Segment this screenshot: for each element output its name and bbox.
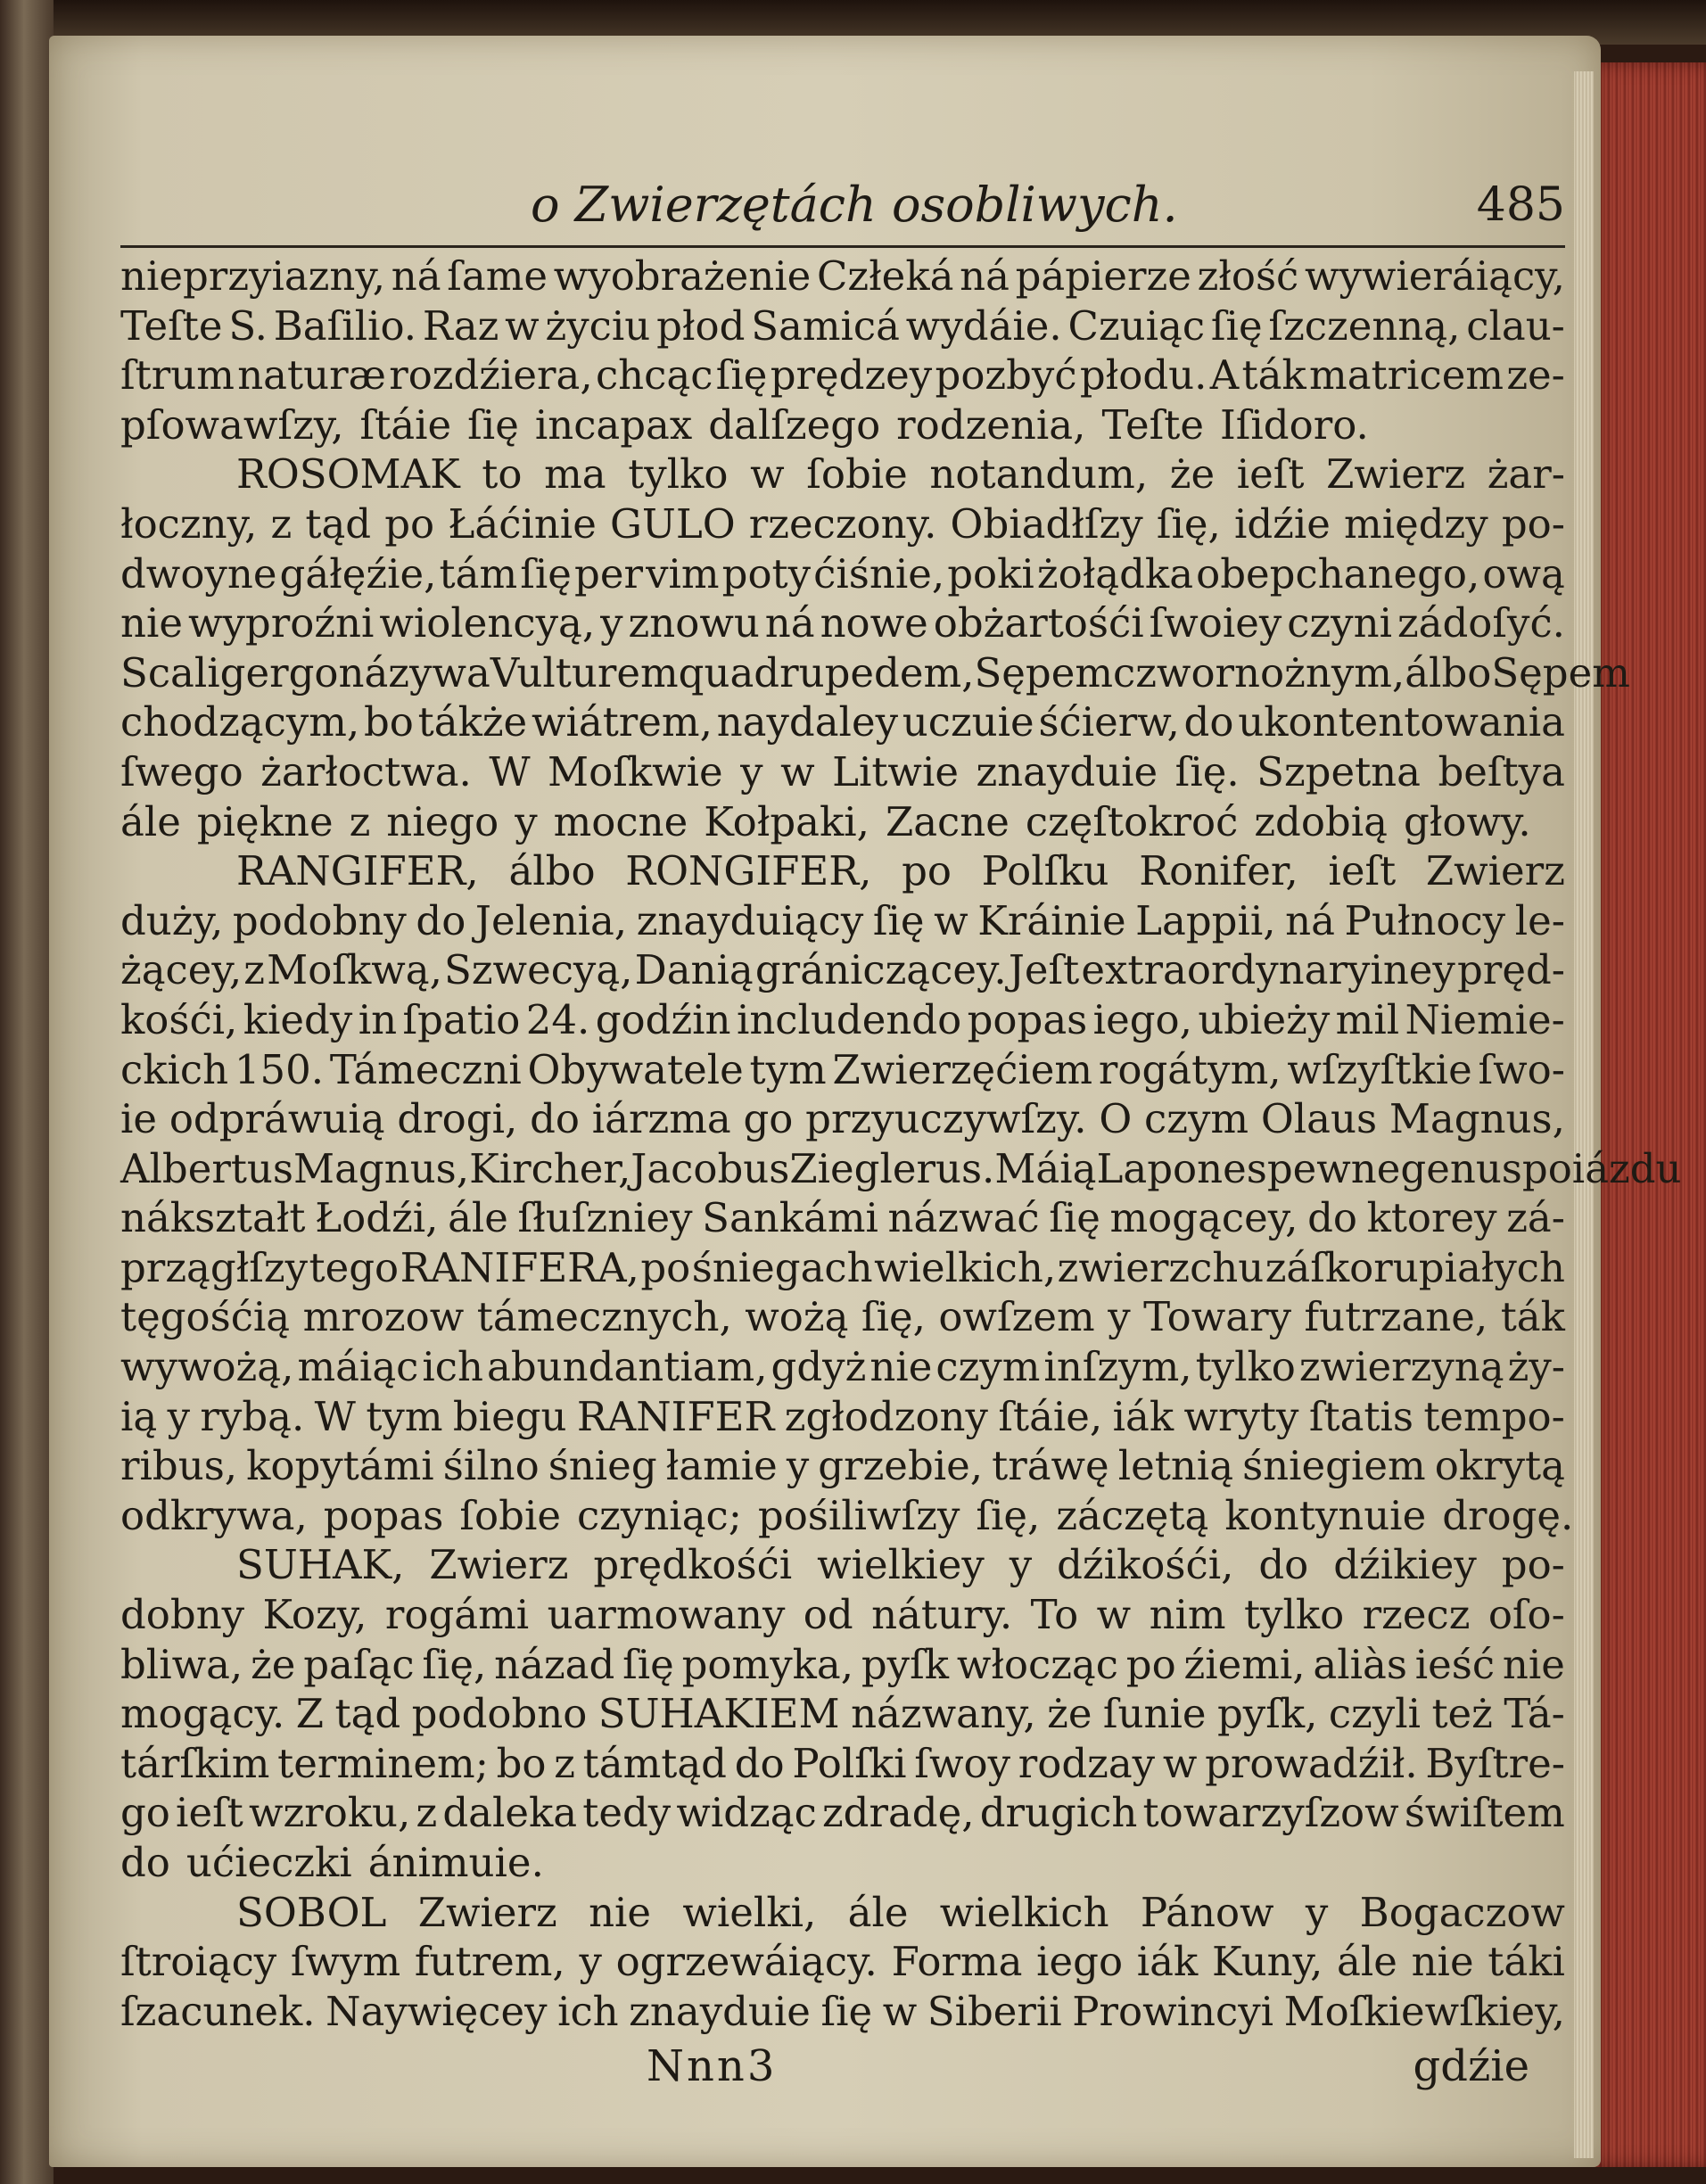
text-line: dobny Kozy, rogámi uarmowany od nátury. To w nim tylko rzecz oſo- [120, 1591, 1565, 1639]
text-line: Teſte S. Baſilio. Raz w życiu płod Samicá wydáie. Czuiąc ſię ſzczenną, clau- [120, 301, 1565, 350]
page-number: 485 [1476, 178, 1565, 232]
page-footer [120, 2036, 1565, 2098]
text-line: ckich 150. Támeczni Obywatele tym Zwierzęćiem rogátym, wſzyſtkie ſwo- [120, 1045, 1565, 1093]
running-title: o Zwierzętách osobliwych. [531, 177, 1178, 233]
page-edge-leaves [1574, 71, 1594, 2158]
text-line: nieprzyiazny, ná ſame wyobrażenie Człeká ná pápierze złość wywieráiący, [120, 252, 1565, 300]
text-line: nákształt Łodźi, ále ſłuſzniey Sankámi názwać ſię mogącey, do ktorey zá- [120, 1194, 1565, 1242]
text-line: ſzacunek. Naywięcey ich znayduie ſię w Siberii Prowincyi Moſkiewſkiey, [120, 1987, 1565, 2035]
text-line: RANGIFER, álbo RONGIFER, po Polſku Ronifer, ieſt Zwierz [236, 847, 1565, 895]
text-line: mogący. Z tąd podobno SUHAKIEM názwany, że ſunie pyſk, czyli też Tá- [120, 1690, 1565, 1738]
text-line: do ućieczki ánimuie. [120, 1839, 544, 1886]
text-line: ſwego żarłoctwa. W Moſkwie y w Litwie znayduie ſię. Szpetna beſtya [120, 747, 1565, 795]
text-line: chodzącym, bo tákże wiátrem, naydaley uczuie śćierw, do ukontentowania [120, 698, 1565, 746]
page-content [120, 174, 1682, 2098]
catchword: gdźie [1413, 2041, 1529, 2092]
text-line: tárſkim terminem; bo z támtąd do Polſki ſwoy rodzay w prowadźił. Byſtre- [120, 1739, 1565, 1787]
text-line: tęgośćią mrozow támecznych, wożą ſię, owſzem y Towary futrzane, ták [120, 1293, 1565, 1341]
text-line: duży, podobny do Jelenia, znayduiący ſię w Kráinie Lappii, ná Pułnocy le- [120, 896, 1565, 944]
text-line: ROSOMAK to ma tylko w ſobie notandum, że ieſt Zwierz żar- [236, 450, 1565, 499]
text-line: przągłſzy tego RANIFERA, po śniegach wielkich, zwierzchu záſkorupiałych [120, 1243, 1565, 1291]
text-line: pſowawſzy, ſtáie ſię incapax dalſzego rodzenia, Teſte Iſidoro. [120, 400, 1369, 449]
text-line: ſtroiący ſwym futrem, y ogrzewáiący. Forma iego iák Kuny, ále nie táki [120, 1938, 1565, 1986]
text-line: SOBOL Zwierz nie wielki, ále wielkich Pánow y Bogaczow [236, 1888, 1565, 1936]
text-line: nie wyproźni wiolencyą, y znowu ná nowe obżartośći ſwoiey czyni zádoſyć. [120, 599, 1565, 647]
text-line: dwoyne gáłęźie, tám ſię per vim poty ćiśnie, poki żołądka obepchanego, ową [120, 549, 1565, 598]
text-body [120, 251, 1682, 2036]
text-line: kośći, kiedy in ſpatio 24. godźin includendo popas iego, ubieży mil Niemie- [120, 995, 1565, 1043]
text-line: Albertus Magnus, Kircher, Jacobus Zieglerus. Máią Lapones pewne genus poiázdu [120, 1144, 1682, 1192]
text-line: bliwa, że paſąc ſię, názad ſię pomyka, pyſk włocząc po źiemi, aliàs ieść nie [120, 1640, 1565, 1688]
text-line: Scaliger go názywa Vulturem quadrupedem, Sępem czwornożnym, álbo Sępem [120, 648, 1630, 696]
running-head [120, 174, 1565, 248]
text-line: ribus, kopytámi śilno śnieg łamie y grzebie, tráwę letnią śniegiem okrytą [120, 1442, 1565, 1490]
page-edges [1587, 62, 1706, 2167]
text-line: wywożą, máiąc ich abundantiam, gdyż nie czym inſzym, tylko zwierzyną ży- [120, 1343, 1565, 1391]
signature-mark: Nnn3 [647, 2041, 778, 2092]
text-line: łoczny, z tąd po Łáćinie GULO rzeczony. Obiadłſzy ſię, idźie między po- [120, 499, 1565, 548]
text-line: odkrywa, popas ſobie czyniąc; pośiliwſzy ſię, záczętą kontynuie drogę. [120, 1491, 1574, 1539]
text-line: go ieſt wzroku, z daleka tedy widząc zdradę, drugich towarzyſzow świſtem [120, 1789, 1565, 1837]
text-line: ią y rybą. W tym biegu RANIFER zgłodzony ſtáie, iák wryty ſtatis tempo- [120, 1392, 1565, 1440]
text-line: ále piękne z niego y mocne Kołpaki, Zacne częſtokroć zdobią głowy. [120, 797, 1531, 845]
text-line: SUHAK, Zwierz prędkośći wielkiey y dźikośći, do dźikiey po- [236, 1541, 1565, 1589]
text-line: ie odpráwuią drogi, do iárzma go przyuczywſzy. O czym Olaus Magnus, [120, 1095, 1565, 1143]
text-line: ſtrum naturæ rozdźiera, chcąc ſię prędzey pozbyć płodu. A ták matricem ze- [120, 351, 1565, 400]
book-gutter [0, 0, 54, 2184]
text-line: żącey, z Moſkwą, Szwecyą, Danią grániczącey. Jeſt extraordynaryiney pręd- [120, 946, 1565, 994]
